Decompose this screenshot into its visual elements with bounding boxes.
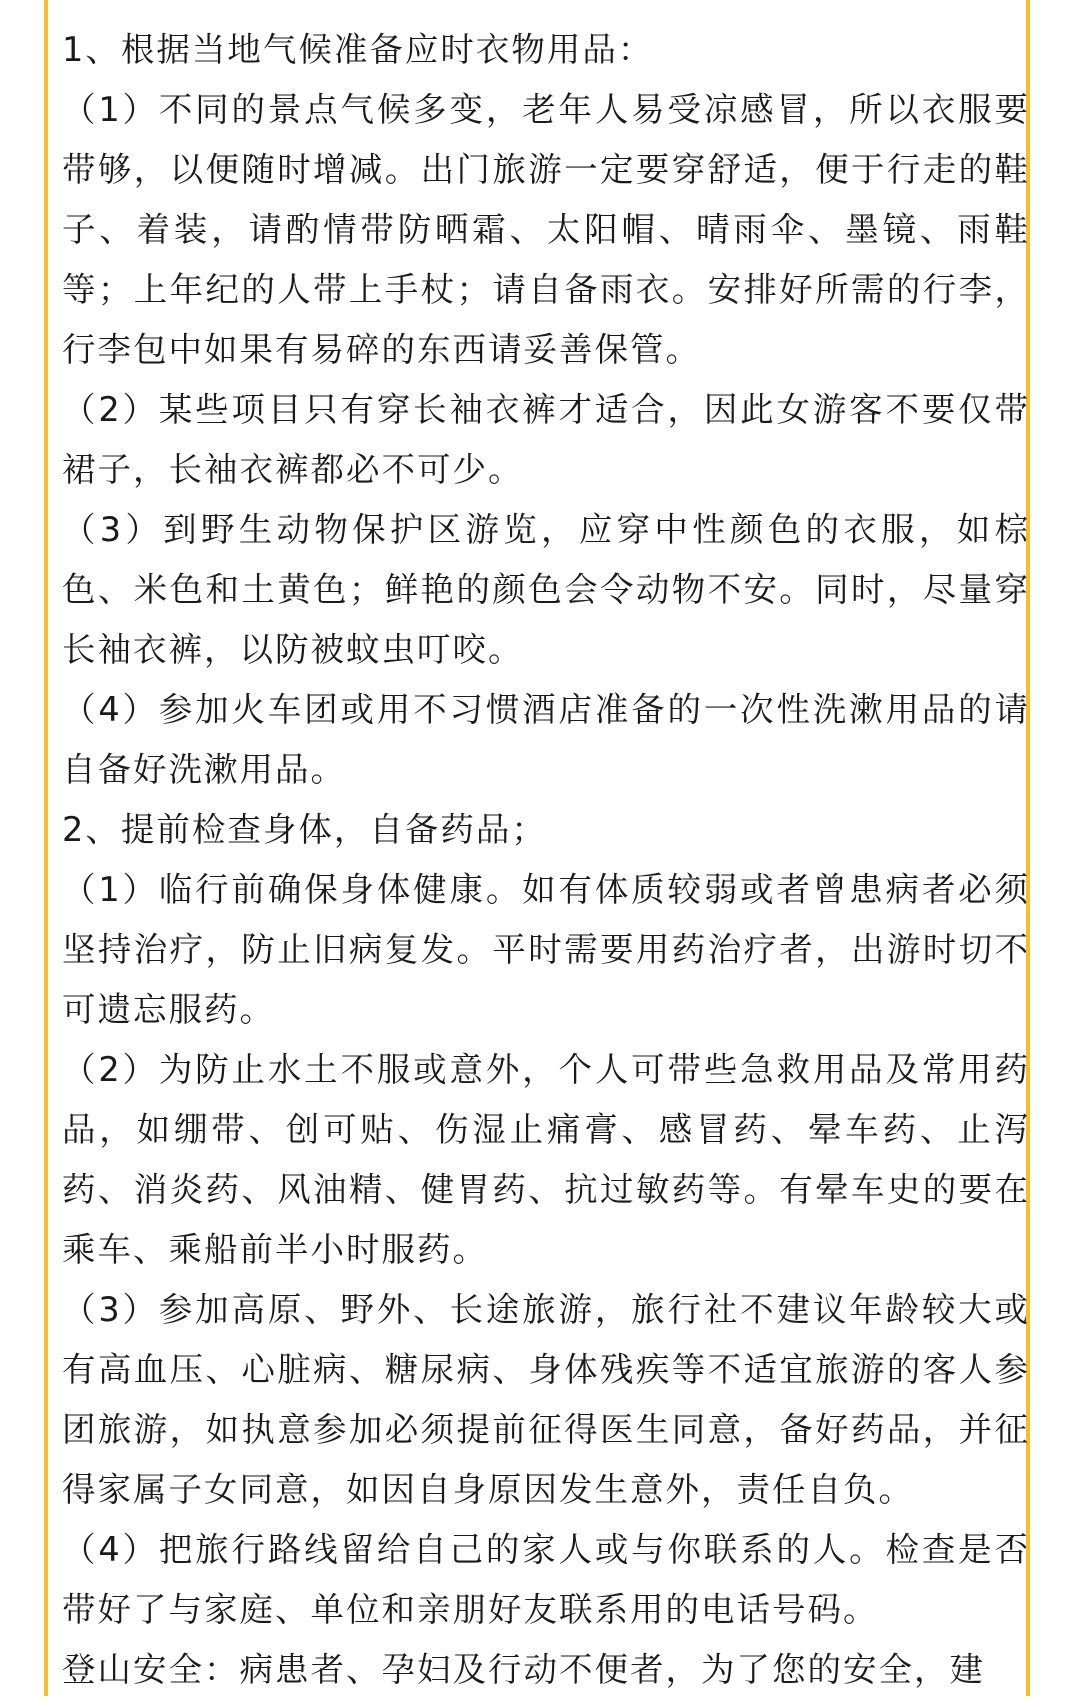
paragraph-clothing-4: （4）参加火车团或用不习惯酒店准备的一次性洗漱用品的请自备好洗漱用品。 [62, 690, 1030, 789]
paragraph-health-3: （3）参加高原、野外、长途旅游，旅行社不建议年龄较大或有高血压、心脏病、糖尿病、身体残疾等不适宜旅游的客人参团旅游，如执意参加必须提前征得医生同意，备好药品，并征得家属子女同意，如因自身原因发生意外，责任自负。 [62, 1290, 1030, 1509]
paragraph-health-2: （2）为防止水土不服或意外，个人可带些急救用品及常用药品，如绷带、创可贴、伤湿止痛膏、感冒药、晕车药、止泻药、消炎药、风油精、健胃药、抗过敏药等。有晕车史的要在乘车、乘船前半小时服药。 [62, 1050, 1030, 1269]
paragraph-clothing-2: （2）某些项目只有穿长袖衣裤才适合，因此女游客不要仅带裙子，长袖衣裤都必不可少。 [62, 390, 1030, 489]
document-body [62, 20, 1030, 1700]
paragraph-climbing-safety: 登山安全：病患者、孕妇及行动不便者，为了您的安全，建 [62, 1650, 985, 1689]
paragraph-health-1: （1）临行前确保身体健康。如有体质较弱或者曾患病者必须坚持治疗，防止旧病复发。平时需要用药治疗者，出游时切不可遗忘服药。 [62, 870, 1030, 1029]
section-heading-health: 2、提前检查身体，自备药品； [62, 810, 547, 849]
section-heading-clothing: 1、根据当地气候准备应时衣物用品： [62, 30, 654, 69]
paragraph-health-4: （4）把旅行路线留给自己的家人或与你联系的人。检查是否带好了与家庭、单位和亲朋好友联系用的电话号码。 [62, 1530, 1030, 1629]
paragraph-clothing-3: （3）到野生动物保护区游览，应穿中性颜色的衣服，如棕色、米色和土黄色；鲜艳的颜色会令动物不安。同时，尽量穿长袖衣裤，以防被蚊虫叮咬。 [62, 510, 1030, 669]
paragraph-clothing-1: （1）不同的景点气候多变，老年人易受凉感冒，所以衣服要带够，以便随时增减。出门旅游一定要穿舒适，便于行走的鞋子、着装，请酌情带防晒霜、太阳帽、晴雨伞、墨镜、雨鞋等；上年纪的人带上手杖；请自备雨衣。安排好所需的行李，行李包中如果有易碎的东西请妥善保管。 [62, 90, 1030, 369]
